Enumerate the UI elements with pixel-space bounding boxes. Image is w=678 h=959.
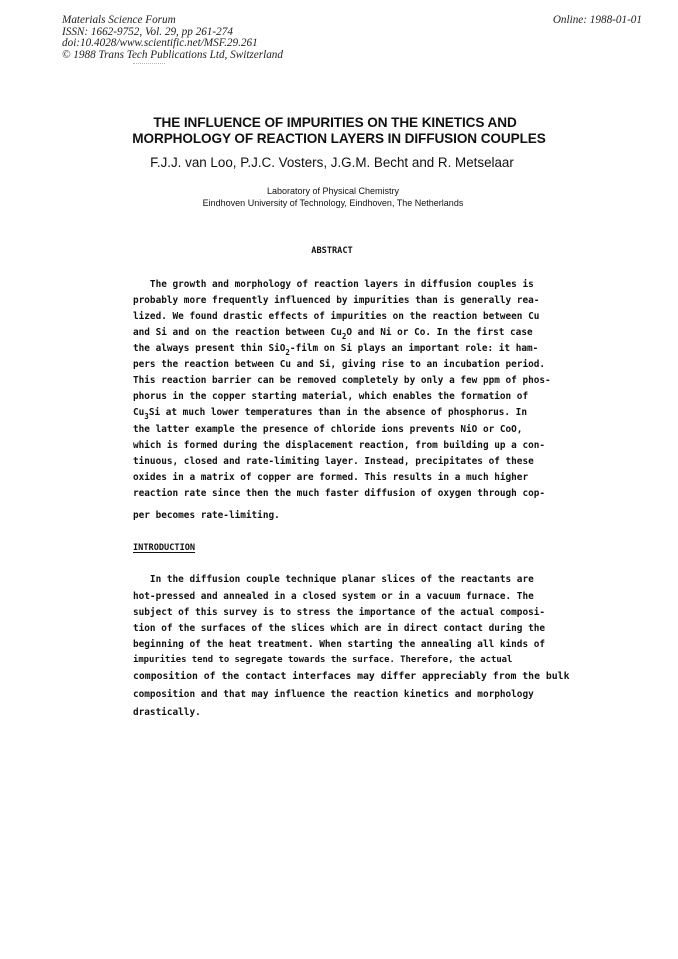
- abstract-line: the latter example the presence of chloride ions prevents NiO or CoO,: [133, 424, 523, 435]
- introduction-line: hot-pressed and annealed in a closed system or in a vacuum furnace. The: [133, 591, 534, 602]
- affiliation: [0, 185, 672, 209]
- abstract-line: oxides in a matrix of copper are formed. This results in a much higher: [133, 472, 529, 483]
- abstract-line: pers the reaction between Cu and Si, giving rise to an incubation period.: [133, 359, 546, 370]
- abstract-line: The growth and morphology of reaction layers in diffusion couples is: [133, 279, 534, 290]
- abstract-line: which is formed during the displacement reaction, from building up a con-: [133, 440, 546, 451]
- subscript: 3: [144, 412, 149, 421]
- paper-title: [0, 115, 678, 147]
- issn-volume-pages: ISSN: 1662-9752, Vol. 29, pp 261-274: [62, 25, 233, 38]
- subscript: 2: [341, 332, 347, 341]
- author-list: F.J.J. van Loo, P.J.C. Vosters, J.G.M. Becht and R. Metselaar: [150, 155, 514, 170]
- introduction-heading: INTRODUCTION: [133, 543, 196, 553]
- abstract-line: and Si and on the reaction between $Cu_2O$ and Ni or Co. In the first case: [133, 327, 533, 341]
- abstract-line: lized. We found drastic effects of impurities on the reaction between Cu: [133, 311, 540, 322]
- introduction-line: drastically.: [133, 707, 201, 718]
- abstract-line: phorus in the copper starting material, which enables the formation of: [133, 391, 529, 402]
- online-date: Online: 1988-01-01: [552, 14, 642, 26]
- introduction-line: beginning of the heat treatment. When starting the annealing all kinds of: [133, 639, 546, 650]
- abstract-line: This reaction barrier can be removed completely by only a few ppm of phos-: [133, 375, 551, 386]
- journal-name: Materials Science Forum: [62, 14, 176, 26]
- introduction-line: composition of the contact interfaces may differ appreciably from the bulk: [133, 671, 570, 682]
- publication-header: [62, 15, 283, 61]
- abstract-line: reaction rate since then the much faster diffusion of oxygen through cop-: [133, 488, 546, 499]
- abstract-heading: ABSTRACT: [311, 246, 353, 256]
- affiliation-line-1: Laboratory of Physical Chemistry: [266, 186, 400, 196]
- title-line-2: MORPHOLOGY OF REACTION LAYERS IN DIFFUSION COUPLES: [132, 131, 546, 146]
- abstract-line: $Cu_3Si$ at much lower temperatures than in the absence of phosphorus. In: [133, 407, 527, 421]
- introduction-line: composition and that may influence the reaction kinetics and morphology: [133, 689, 534, 700]
- affiliation-line-2: Eindhoven University of Technology, Eindhoven, The Netherlands: [202, 198, 464, 208]
- abstract-line: per becomes rate-limiting.: [133, 510, 280, 521]
- abstract-line: probably more frequently influenced by impurities than is generally rea-: [133, 295, 540, 306]
- abstract-line: the always present thin SiO$_2$-film on Si plays an important role: it ham-: [133, 343, 539, 357]
- introduction-line: tion of the surfaces of the slices which are in direct contact during the: [133, 623, 546, 634]
- scan-artifact: [133, 63, 165, 66]
- doi-link[interactable]: doi:10.4028/www.scientific.net/MSF.29.261: [62, 37, 258, 49]
- introduction-line: impurities tend to segregate towards the surface. Therefore, the actual: [133, 655, 513, 665]
- copyright-notice: © 1988 Trans Tech Publications Ltd, Switzerland: [62, 48, 283, 61]
- abstract-line: tinuous, closed and rate-limiting layer. Instead, precipitates of these: [133, 456, 534, 467]
- introduction-line: In the diffusion couple technique planar slices of the reactants are: [133, 574, 534, 585]
- introduction-line: subject of this survey is to stress the importance of the actual composi-: [133, 607, 546, 618]
- subscript: 2: [285, 348, 290, 357]
- title-line-1: THE INFLUENCE OF IMPURITIES ON THE KINETICS AND: [153, 115, 517, 130]
